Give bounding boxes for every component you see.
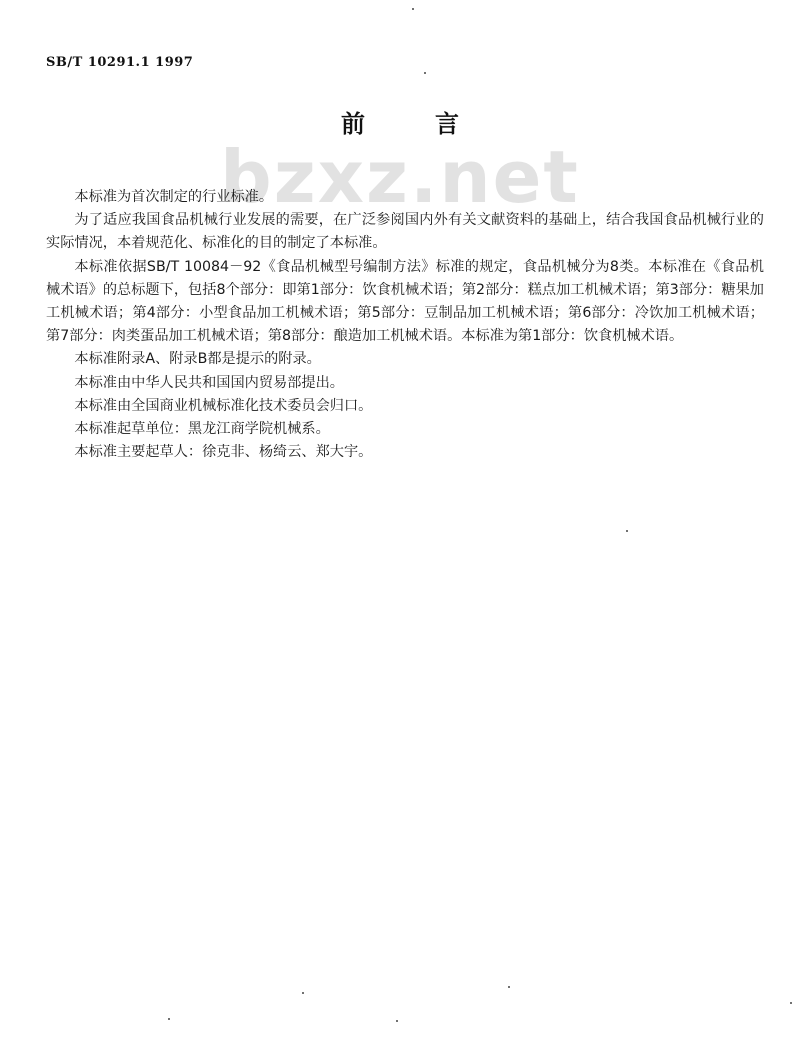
watermark-logo: bzxz.net — [220, 135, 580, 219]
scan-speck — [790, 1002, 792, 1004]
paragraph-first-issue: 本标准为首次制定的行业标准。 — [74, 189, 274, 205]
scan-speck — [302, 992, 304, 994]
paragraph-classification: 本标准依据SB/T 10084－92《食品机械型号编制方法》标准的规定，食品机械分为8类。本标准在《食品机械术语》的总标题下，包括8个部分：即第1部分：饮食机械术语；第2部分：糕点加工机械术语；第3部分：糖果加工机械术语；第4部分：小型食品加工机械术语；第5部分：豆制品加工机械术语；第6部分：冷饮加工机械术语；第7部分：肉类蛋品加工机械术语；第8部分：酿造加工机械术语。本标准为第1部分：饮食机械术语。 — [46, 258, 764, 345]
scan-speck — [626, 530, 628, 532]
foreword-body — [46, 186, 764, 464]
standard-code: SB/T 10291.1 1997 — [46, 55, 194, 70]
paragraph-proposed-by: 本标准由中华人民共和国国内贸易部提出。 — [74, 374, 344, 391]
page-heading: 前言 — [341, 110, 529, 138]
paragraph-appendix: 本标准附录A、附录B都是提示的附录。 — [74, 351, 321, 368]
scan-speck — [168, 1018, 170, 1020]
scan-speck — [508, 986, 510, 988]
paragraph-drafters: 本标准主要起草人：徐克非、杨绮云、郑大宇。 — [74, 444, 373, 461]
paragraph-managed-by: 本标准由全国商业机械标准化技术委员会归口。 — [74, 397, 373, 414]
scan-speck — [424, 72, 426, 74]
scan-speck — [412, 8, 414, 10]
paragraph-drafting-unit: 本标准起草单位：黑龙江商学院机械系。 — [74, 421, 330, 438]
paragraph-purpose: 为了适应我国食品机械行业发展的需要，在广泛参阅国内外有关文献资料的基础上，结合我国食品机械行业的实际情况，本着规范化、标准化的目的制定了本标准。 — [46, 212, 764, 252]
scan-speck — [396, 1020, 398, 1022]
